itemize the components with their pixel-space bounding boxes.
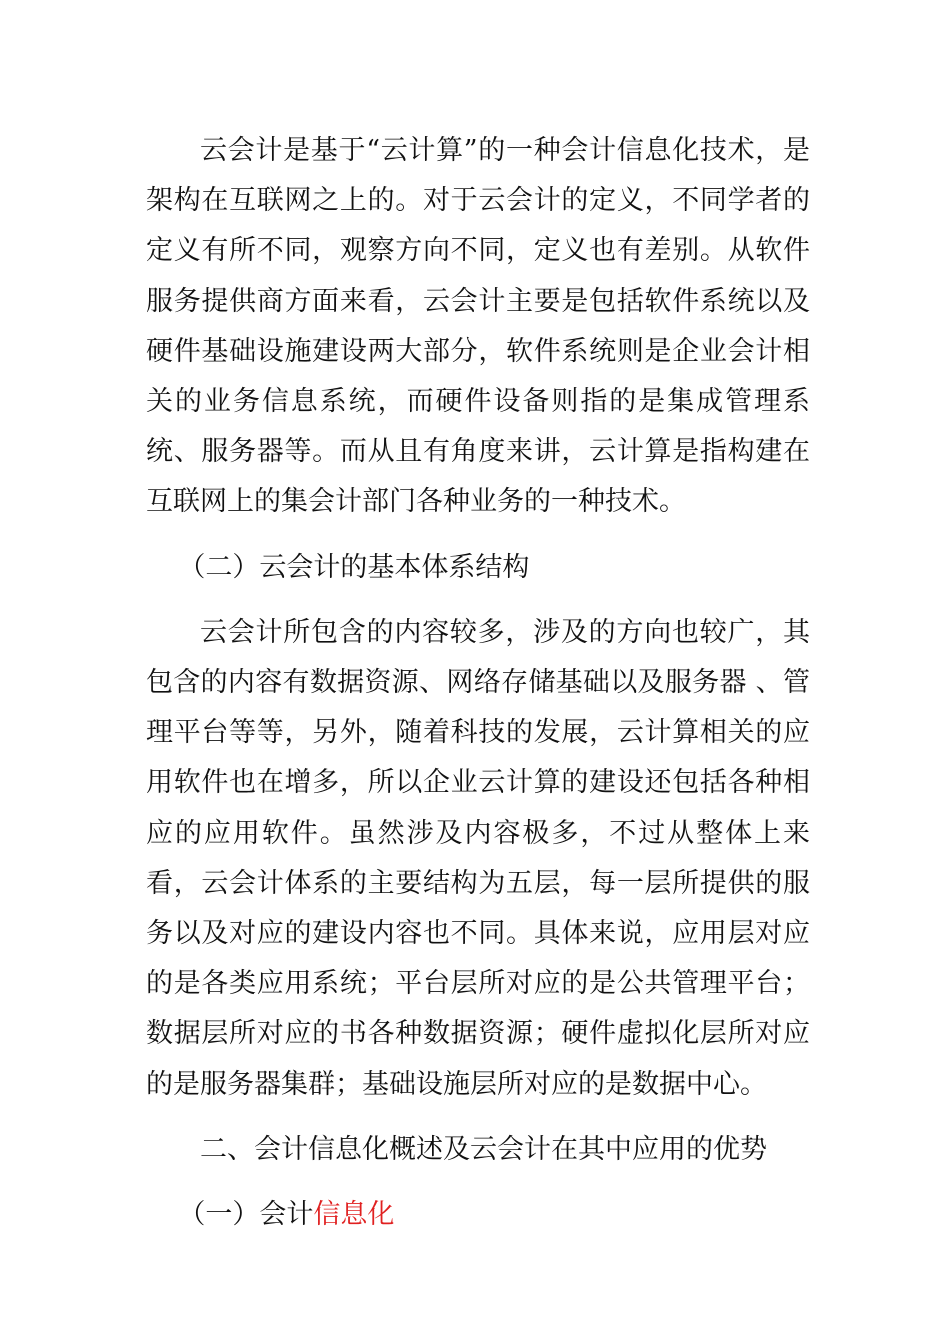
paragraph-cloud-accounting-definition: 云会计是基于“云计算”的一种会计信息化技术，是架构在互联网之上的。对于云会计的定义，不同学者的定义有所不同，观察方向不同，定义也有差别。从软件服务提供商方面来看，云会计主要是包括软件系统以及硬件基础设施建设两大部分，软件系统则是企业会计相关的业务信息系统，而硬件设备则指的是集成管理系统、服务器等。而从且有角度来讲，云计算是指构建在互联网上的集会计部门各种业务的一种技术。 (146, 135, 810, 518)
heading-prefix: （一）会计 (178, 1199, 314, 1231)
document-page (146, 126, 810, 1255)
section-heading-accounting-informatization-overview: 二、会计信息化概述及云会计在其中应用的优势 (200, 1133, 767, 1165)
section-heading-basic-structure: （二）云会计的基本体系结构 (178, 551, 530, 583)
section-heading-accounting-informatization (146, 1190, 810, 1240)
heading-highlight-text: 信息化 (313, 1199, 395, 1231)
paragraph-cloud-accounting-structure: 云会计所包含的内容较多，涉及的方向也较广，其包含的内容有数据资源、网络存储基础以及服务器 、管理平台等等，另外，随着科技的发展，云计算相关的应用软件也在增多，所以企业云计算的建设还包括各种相应的应用软件。虽然涉及内容极多，不过从整体上来看，云会计体系的主要结构为五层，每一层所提供的服务以及对应的建设内容也不同。具体来说，应用层对应的是各类应用系统；平台层所对应的是公共管理平台；数据层所对应的书各种数据资源；硬件虚拟化层所对应的是服务器集群；基础设施层所对应的是数据中心。 (146, 616, 810, 1100)
